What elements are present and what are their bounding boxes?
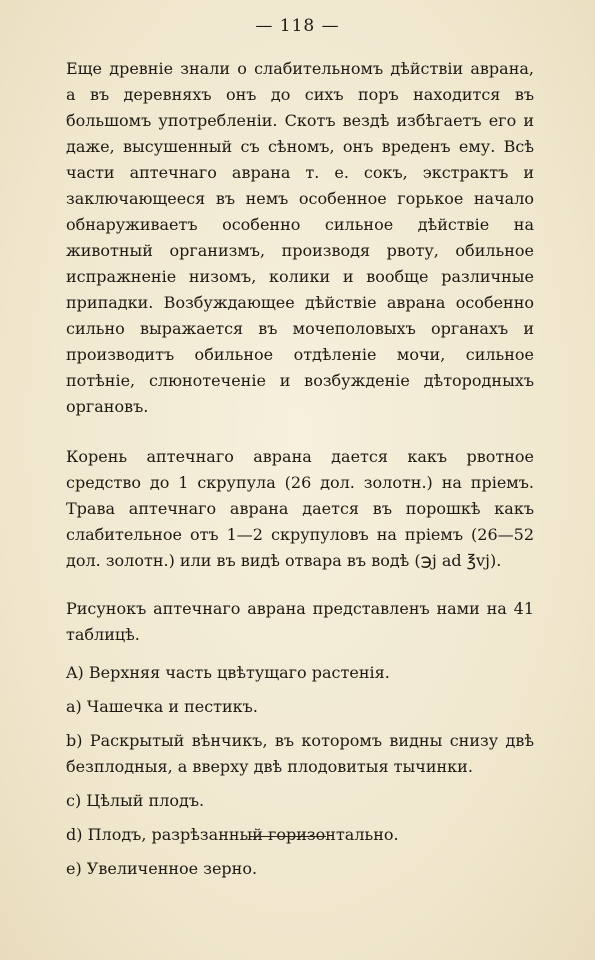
paragraph-effects: Еще древніе знали о слабительномъ дѣйствіи аврана, а въ деревняхъ онъ до сихъ поръ находится въ большомъ употребленіи. Скотъ вездѣ избѣгаетъ его и даже, высушенный съ сѣномъ, онъ вреденъ ему. Всѣ части аптечнаго аврана т. е. сокъ, экстрактъ и заключающееся въ немъ особенное горькое начало обнаруживаетъ особенно сильное дѣйствіе на животный организмъ, производя рвоту, обильное испражненіе низомъ, колики и вообще различные припадки. Возбуждающее дѣйствіе аврана особенно сильно выражается въ мочеполовыхъ органахъ и производитъ обильное отдѣленіе мочи, сильное потѣніе, слюнотеченіе и возбужденіе дѣтородныхъ органовъ. xyxy=(66,59,534,416)
figure-legend xyxy=(66,660,534,882)
legend-item-c: c) Цѣлый плодъ. xyxy=(66,791,205,810)
legend-item-e: e) Увеличенное зерно. xyxy=(66,859,258,878)
legend-item-A: A) Верхняя часть цвѣтущаго растенія. xyxy=(66,663,390,682)
legend-item-b: b) Раскрытый вѣнчикъ, въ которомъ видны снизу двѣ безплодныя, а вверху двѣ плодовитыя тычинки. xyxy=(66,731,534,776)
end-divider xyxy=(250,836,326,837)
page-number: — 118 — xyxy=(255,16,340,36)
paragraph-dosage: Корень аптечнаго аврана дается какъ рвотное средство до 1 скрупула (26 дол. золотн.) на пріемъ. Трава аптечнаго аврана дается въ порошкѣ какъ слабительное отъ 1—2 скрупуловъ на пріемъ (26—52 дол. золотн.) или въ видѣ отвара въ водѣ (℈j ad ℥vj). xyxy=(66,447,534,570)
page-content xyxy=(66,56,534,890)
paragraph-figure-reference: Рисунокъ аптечнаго аврана представленъ нами на 41 таблицѣ. xyxy=(66,599,534,644)
legend-item-d: d) Плодъ, разрѣзанный горизонтально. xyxy=(66,825,399,844)
legend-item-a: a) Чашечка и пестикъ. xyxy=(66,697,258,716)
